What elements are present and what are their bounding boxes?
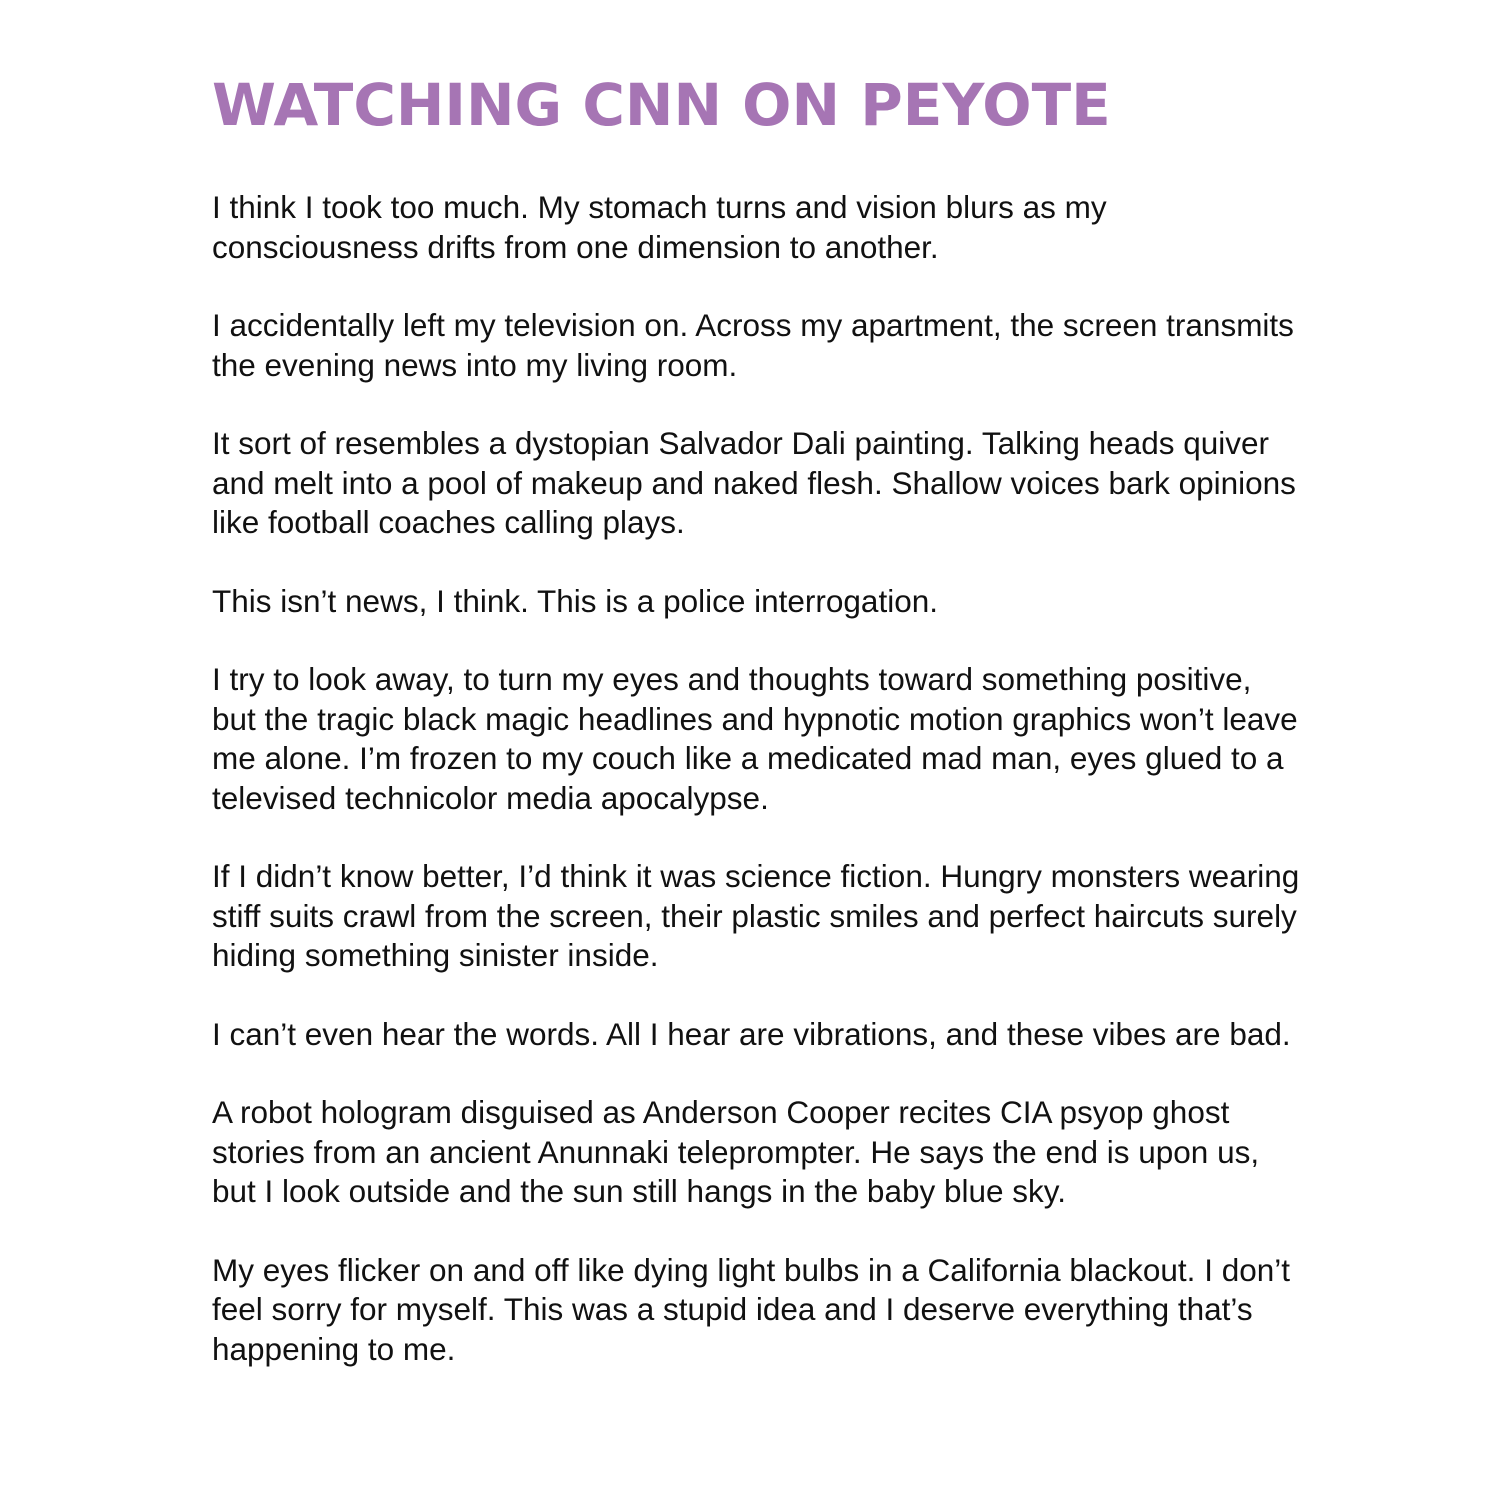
story-body — [212, 188, 1302, 1369]
paragraph: This isn’t news, I think. This is a police interrogation. — [212, 582, 938, 619]
paragraph: I can’t even hear the words. All I hear are vibrations, and these vibes are bad. — [212, 1015, 1291, 1052]
paragraph: My eyes flicker on and off like dying light bulbs in a California blackout. I don’t feel sorry for myself. This was a stupid idea and I deserve everything that’s happening to me. — [212, 1251, 1290, 1367]
paragraph: I try to look away, to turn my eyes and thoughts toward something positive, but the tragic black magic headlines and hypnotic motion graphics won’t leave me alone. I’m frozen to my couch like a medicated mad man, eyes glued to a televised technicolor media apocalypse. — [212, 661, 1298, 816]
paragraph: It sort of resembles a dystopian Salvador Dali painting. Talking heads quiver and melt into a pool of makeup and naked flesh. Shallow voices bark opinions like football coaches calling plays. — [212, 425, 1296, 540]
document-page — [212, 70, 1302, 1408]
paragraph: I think I took too much. My stomach turns and vision blurs as my consciousness drifts from one dimension to another. — [212, 189, 1107, 265]
page-title: WATCHING CNN ON PEYOTE — [212, 71, 1111, 139]
paragraph: A robot hologram disguised as Anderson Cooper recites CIA psyop ghost stories from an ancient Anunnaki teleprompter. He says the end is upon us, but I look outside and the sun still hangs in the baby blue sky. — [212, 1094, 1260, 1209]
paragraph: I accidentally left my television on. Across my apartment, the screen transmits the evening news into my living room. — [212, 307, 1294, 383]
paragraph: If I didn’t know better, I’d think it was science fiction. Hungry monsters wearing stiff suits crawl from the screen, their plastic smiles and perfect haircuts surely hiding something sinister inside. — [212, 858, 1300, 973]
